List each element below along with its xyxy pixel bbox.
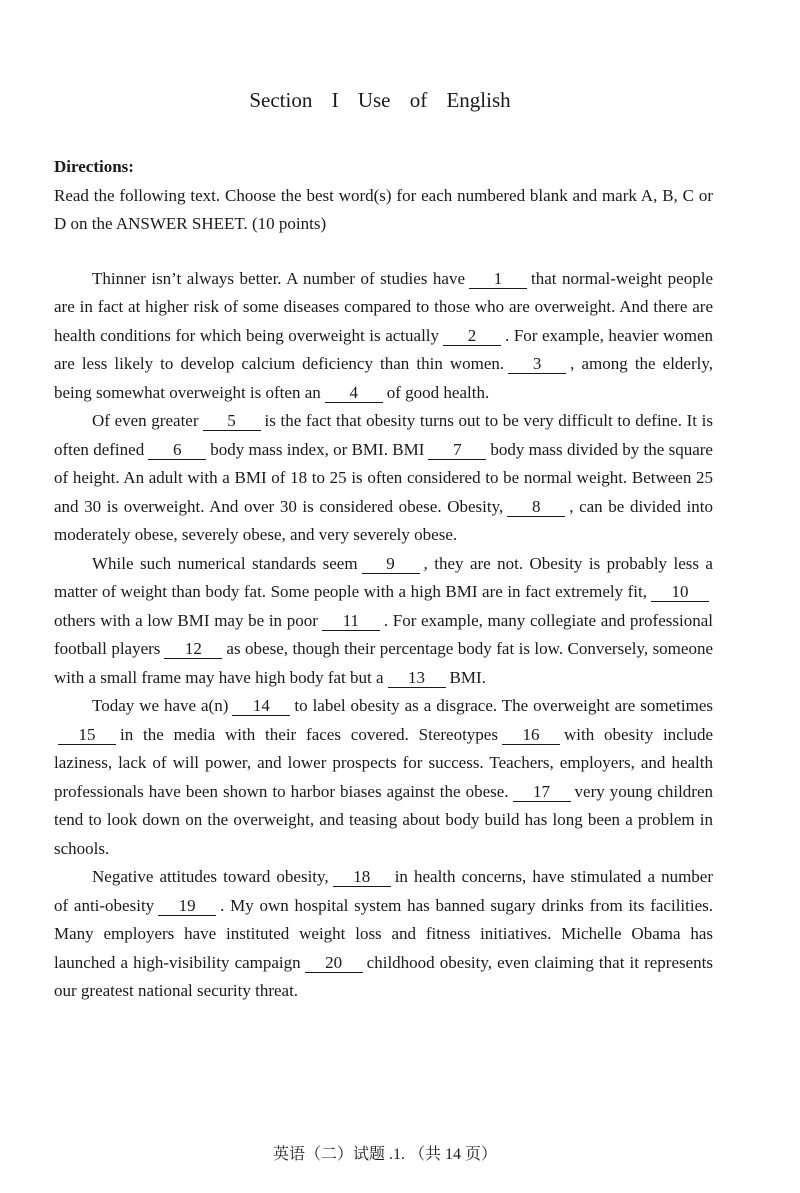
text-run: of good health.	[386, 382, 490, 402]
text-run: Of even greater	[92, 411, 199, 430]
blank-14: 14	[232, 697, 290, 716]
text-run: Thinner isn’t always better. A number of studies have	[92, 268, 466, 288]
text-run: childhood obesity, even claiming that it represents our greatest national security threat.	[54, 952, 714, 1000]
blank-9: 9	[362, 555, 420, 574]
text-run: Today we have a(n)	[92, 696, 229, 715]
paragraph-1	[54, 265, 713, 408]
text-run: body mass divided by the square of height. An adult with a BMI of 18 to 25 is often considered to be normal weight. Between 25 and 30 is overweight. And over 30 is considered obese. Obesity,	[54, 439, 713, 516]
blank-12: 12	[164, 640, 222, 659]
text-run: , among the elderly, being somewhat overweight is often an	[54, 354, 713, 402]
blank-18: 18	[333, 868, 391, 887]
text-run: in health concerns, have stimulated a number of anti-obesity	[54, 867, 714, 915]
text-run: Negative attitudes toward obesity,	[92, 867, 329, 886]
text-run: that normal-weight people are in fact at higher risk of some diseases compared to those who are overweight. And there are health conditions for which being overweight is actually	[54, 268, 713, 345]
text-run: as obese, though their percentage body fat is low. Conversely, someone with a small frame may have high body fat but a	[54, 639, 713, 687]
blank-1: 1	[469, 270, 527, 289]
blank-15: 15	[58, 726, 116, 745]
blank-4: 4	[325, 384, 383, 403]
section-title: Section I Use of English	[249, 88, 511, 112]
blank-13: 13	[388, 669, 446, 688]
paragraph-4	[54, 692, 713, 863]
blank-10: 10	[651, 583, 709, 602]
blank-20: 20	[305, 954, 363, 973]
text-run: with obesity include laziness, lack of will power, and lower prospects for success. Teachers, employers, and health professionals have been shown to harbor biases against the obese.	[54, 724, 713, 801]
directions-label: Directions:	[54, 157, 134, 176]
text-run: in the media with their faces covered. Stereotypes	[120, 724, 498, 744]
blank-2: 2	[443, 327, 501, 346]
text-run: is the fact that obesity turns out to be very difficult to define. It is often defined	[54, 411, 713, 459]
blank-7: 7	[428, 441, 486, 460]
exam-content	[54, 153, 713, 1006]
text-run: body mass index, or BMI. BMI	[210, 439, 425, 459]
blank-11: 11	[322, 612, 380, 631]
paragraph-3	[54, 550, 713, 693]
blank-6: 6	[148, 441, 206, 460]
page-footer: 英语（二）试题 .1. （共 14 页）	[272, 1146, 497, 1163]
blank-17: 17	[513, 783, 571, 802]
text-run: very young children tend to look down on the overweight, and teasing about body build has long been a problem in schools.	[54, 781, 714, 858]
text-run: While such numerical standards seem	[92, 553, 358, 573]
paragraph-2	[54, 407, 713, 550]
text-run: . For example, heavier women are less likely to develop calcium deficiency than thin women.	[54, 325, 714, 373]
text-run: others with a low BMI may be in poor	[54, 610, 318, 630]
text-run: . My own hospital system has banned sugary drinks from its facilities. Many employers have instituted weight loss and fitness initiatives. Michelle Obama has launched a high-visibility campaign	[54, 895, 713, 972]
text-run: to label obesity as a disgrace. The overweight are sometimes	[294, 696, 713, 715]
text-run: , they are not. Obesity is probably less a matter of weight than body fat. Some people with a high BMI are in fact extremely fit,	[54, 553, 713, 601]
blank-5: 5	[203, 412, 261, 431]
paragraph-5	[54, 863, 713, 1006]
blank-16: 16	[502, 726, 560, 745]
text-run: . For example, many collegiate and professional football players	[54, 610, 713, 658]
directions-text: Read the following text. Choose the best word(s) for each numbered blank and mark A, B, C or D on the ANSWER SHEET. (10 points)	[54, 185, 713, 233]
text-run: , can be divided into moderately obese, severely obese, and very severely obese.	[54, 496, 714, 544]
text-run: BMI.	[449, 667, 486, 687]
blank-19: 19	[158, 897, 216, 916]
blank-3: 3	[508, 355, 566, 374]
blank-8: 8	[507, 498, 565, 517]
